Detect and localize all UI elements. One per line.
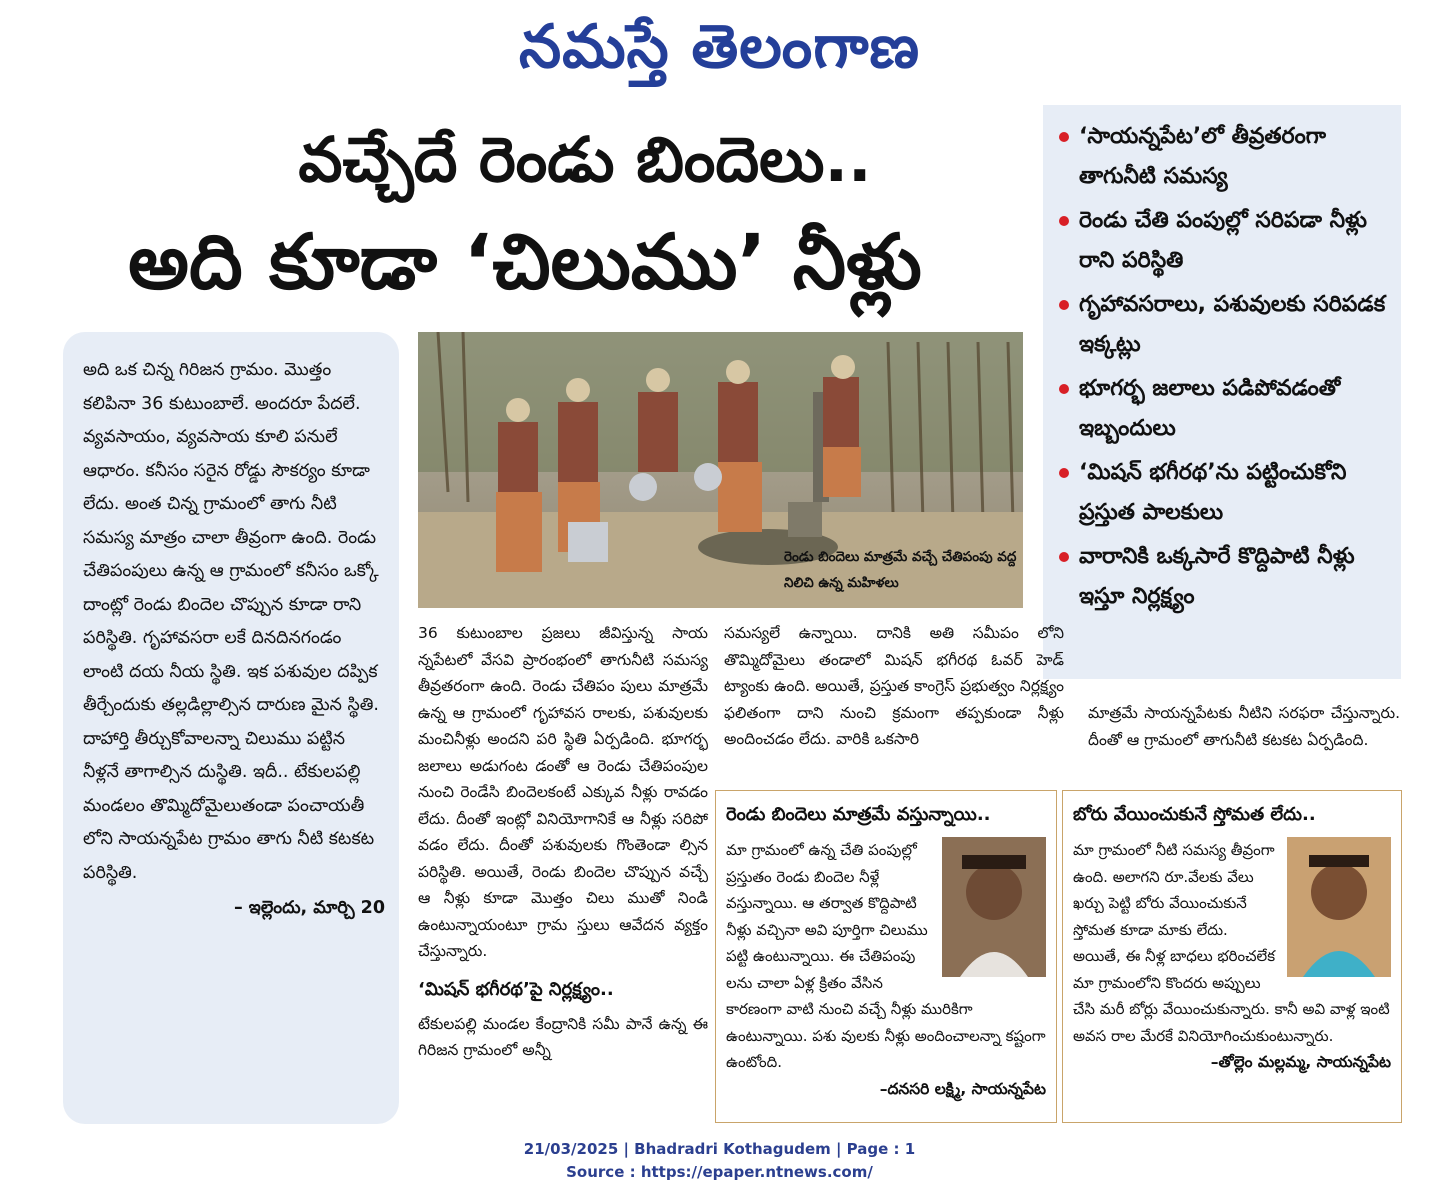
highlight-text: ‘సాయన్నపేట’లో తీవ్రతరంగా తాగునీటి సమస్య bbox=[1079, 124, 1327, 189]
article-paragraph: మాత్రమే సాయన్నపేటకు నీటిని సరఫరా చేస్తున్నారు. దీంతో ఆ గ్రామంలో తాగునీటి కటకట ఏర్పడింది. bbox=[1088, 704, 1400, 749]
quote-title: రెండు బిందెలు మాత్రమే వస్తున్నాయి.. bbox=[726, 804, 991, 825]
photo-caption: రెండు బిందెలు మాత్రమే వచ్చే చేతిపంపు వద్ద నిలిచి ఉన్న మహిళలు bbox=[784, 549, 1017, 591]
bullet-dot-icon bbox=[1059, 384, 1069, 394]
mallamma-portrait-photo bbox=[1287, 837, 1391, 977]
headline-line1: వచ్చేదే రెండు బిందెలు.. bbox=[298, 123, 872, 196]
lakshmi-portrait-photo bbox=[942, 837, 1046, 977]
article-column-3 bbox=[1088, 700, 1400, 753]
article-paragraph: సమస్యలే ఉన్నాయి. దానికి అతి సమీపం లోని తొమ్మిదోమైలు తండాలో మిషన్ భగీరథ ఓవర్ హెడ్ ట్యాంకు ఉంది. అయితే, ప్రస్తుత కాంగ్రెస్ ప్రభుత్వం నిర్లక్ష్యం ఫలితంగా దాని నుంచి క్రమంగా తప్పకుండా నీళ్లు అందించడం లేదు. వారికి ఒకసారి bbox=[724, 624, 1064, 748]
highlight-text: రెండు చేతి పంపుల్లో సరిపడా నీళ్లు రాని పరిస్థితి bbox=[1079, 208, 1367, 273]
article-subheading: ‘మిషన్ భగీరథ’పై నిర్లక్ష్యం.. bbox=[418, 978, 614, 1000]
quote-signature: –దనసరి లక్ష్మి, సాయన్నపేట bbox=[879, 1079, 1046, 1098]
highlights-panel bbox=[1043, 105, 1401, 679]
highlight-text: గృహావసరాలు, పశువులకు సరిపడక ఇక్కట్లు bbox=[1079, 292, 1386, 357]
quote-text: మా గ్రామంలో నీటి సమస్య తీవ్రంగా ఉంది. అలాగని రూ.వేలకు వేలు ఖర్చు పెట్టి బోరు వేయించుకునే స్తోమత కూడా మాకు లేదు. అయితే, ఈ నీళ్ల బాధలు భరించలేక మా గ్రామంలోని కొందరు అప్పులు చేసి మరీ బోర్లు వేయించుకున్నారు. కానీ అవి వాళ్ల ఇంటి అవస రాల మేరకే వినియోగించుకుంటున్నారు. bbox=[1073, 841, 1390, 1045]
quote-text: మా గ్రామంలో ఉన్న చేతి పంపుల్లో ప్రస్తుతం రెండు బిందెల నీళ్లే వస్తున్నాయి. ఆ తర్వాత కొద్దిపాటి నీళ్లు వచ్చినా అవి పూర్తిగా చిలుము పట్టి ఉంటున్నాయి. ఈ చేతిపంపు లను చాలా ఏళ్ల క్రితం వేసిన కారణంగా వాటి నుంచి వచ్చే నీళ్లు మురికిగా ఉంటున్నాయి. పశు వులకు నీళ్లు అందించాలన్నా కష్టంగా ఉంటోంది. bbox=[726, 841, 1046, 1071]
article-column-2 bbox=[724, 620, 1064, 753]
footer-source[interactable]: Source : https://epaper.ntnews.com/ bbox=[566, 1163, 873, 1181]
article-paragraph: 36 కుటుంబాల ప్రజలు జీవిస్తున్న సాయ న్నపేటలో వేసవి ప్రారంభంలో తాగునీటి సమస్య తీవ్రతరంగా ఉంది. రెండు చేతిపం పులు మాత్రమే ఉన్న ఆ గ్రామంలో గృహావస రాలకు, పశువులకు మంచినీళ్లు అందని పరి స్థితి ఏర్పడింది. భూగర్భ జలాలు అడుగంట డంతో ఆ రెండు చేతిపంపుల నుంచి రెండేసి బిందెలకంటే ఎక్కువ నీళ్లు రావడం లేదు. దీంతో ఇంట్లో వినియోగానికే ఆ నీళ్లు సరిపో వడం లేదు. దీంతో పశువులకు గొంతెండా ల్సిన పరిస్థితి. అయితే, రెండు బిందెల చొప్పున వచ్చే ఆ నీళ్లు కూడా మొత్తం చిలు ముతో నిండి ఉంటున్నాయంటూ గ్రామ స్తులు ఆవేదన వ్యక్తం చేస్తున్నారు. bbox=[418, 624, 708, 960]
highlight-item bbox=[1055, 285, 1391, 365]
bullet-dot-icon bbox=[1059, 468, 1069, 478]
highlight-text: భూగర్భ జలాలు పడిపోవడంతో ఇబ్బందులు bbox=[1079, 376, 1341, 441]
bullet-dot-icon bbox=[1059, 300, 1069, 310]
headline-line2: అది కూడా ‘చిలుము’ నీళ్లు bbox=[128, 217, 922, 306]
intro-panel bbox=[63, 332, 399, 1124]
article-column-1 bbox=[418, 620, 708, 1064]
highlight-item bbox=[1055, 537, 1391, 617]
highlight-text: ‘మిషన్ భగీరథ’ను పట్టించుకోని ప్రస్తుత పాలకులు bbox=[1079, 460, 1347, 525]
bullet-dot-icon bbox=[1059, 552, 1069, 562]
quote-box-lakshmi bbox=[715, 790, 1057, 1123]
highlight-item bbox=[1055, 369, 1391, 449]
highlight-item bbox=[1055, 453, 1391, 533]
quote-title: బోరు వేయించుకునే స్తోమత లేదు.. bbox=[1073, 804, 1316, 825]
bullet-dot-icon bbox=[1059, 132, 1069, 142]
highlight-text: వారానికి ఒక్కసారే కొద్దిపాటి నీళ్లు ఇస్తూ నిర్లక్ష్యం bbox=[1079, 544, 1355, 609]
article-paragraph: టేకులపల్లి మండల కేంద్రానికి సమీ పానే ఉన్న ఈ గిరిజన గ్రామంలో అన్నీ bbox=[418, 1014, 708, 1059]
quote-signature: –తోల్లెం మల్లమ్మ, సాయన్నపేట bbox=[1210, 1053, 1391, 1071]
intro-byline: – ఇల్లెందు, మార్చి 20 bbox=[233, 898, 385, 918]
highlight-item bbox=[1055, 201, 1391, 281]
bullet-dot-icon bbox=[1059, 216, 1069, 226]
footer-date-page: 21/03/2025 | Bhadradri Kothagudem | Page : 1 bbox=[523, 1140, 916, 1158]
intro-text: అది ఒక చిన్న గిరిజన గ్రామం. మొత్తం కలిపినా 36 కుటుంబాలే. అందరూ పేదలే. వ్యవసాయం, వ్యవసాయ కూలి పనులే ఆధారం. కనీసం సరైన రోడ్డు సౌకర్యం కూడా లేదు. అంత చిన్న గ్రామంలో తాగు నీటి సమస్య మాత్రం చాలా తీవ్రంగా ఉంది. రెండు చేతిపంపులు ఉన్న ఆ గ్రామంలో కనీసం ఒక్కో దాంట్లో రెండు బిందెల చొప్పున కూడా రాని పరిస్థితి. గృహావసరా లకే దినదినగండం లాంటి దయ నీయ స్థితి. ఇక పశువుల దప్పిక తీర్చేందుకు తల్లడిల్లాల్సిన దారుణ మైన స్థితి. దాహార్తి తీర్చుకోవాలన్నా చిలుము పట్టిన నీళ్లనే తాగాల్సిన దుస్థితి. ఇదీ.. టేకులపల్లి మండలం తొమ్మిదోమైలుతండా పంచాయతీ లోని సాయన్నపేట గ్రామం తాగు నీటి కటకట పరిస్థితి. bbox=[83, 360, 380, 883]
quote-box-mallamma bbox=[1062, 790, 1402, 1123]
masthead-logo: నమస్తే తెలంగాణ bbox=[518, 12, 921, 82]
highlight-item bbox=[1055, 117, 1391, 197]
